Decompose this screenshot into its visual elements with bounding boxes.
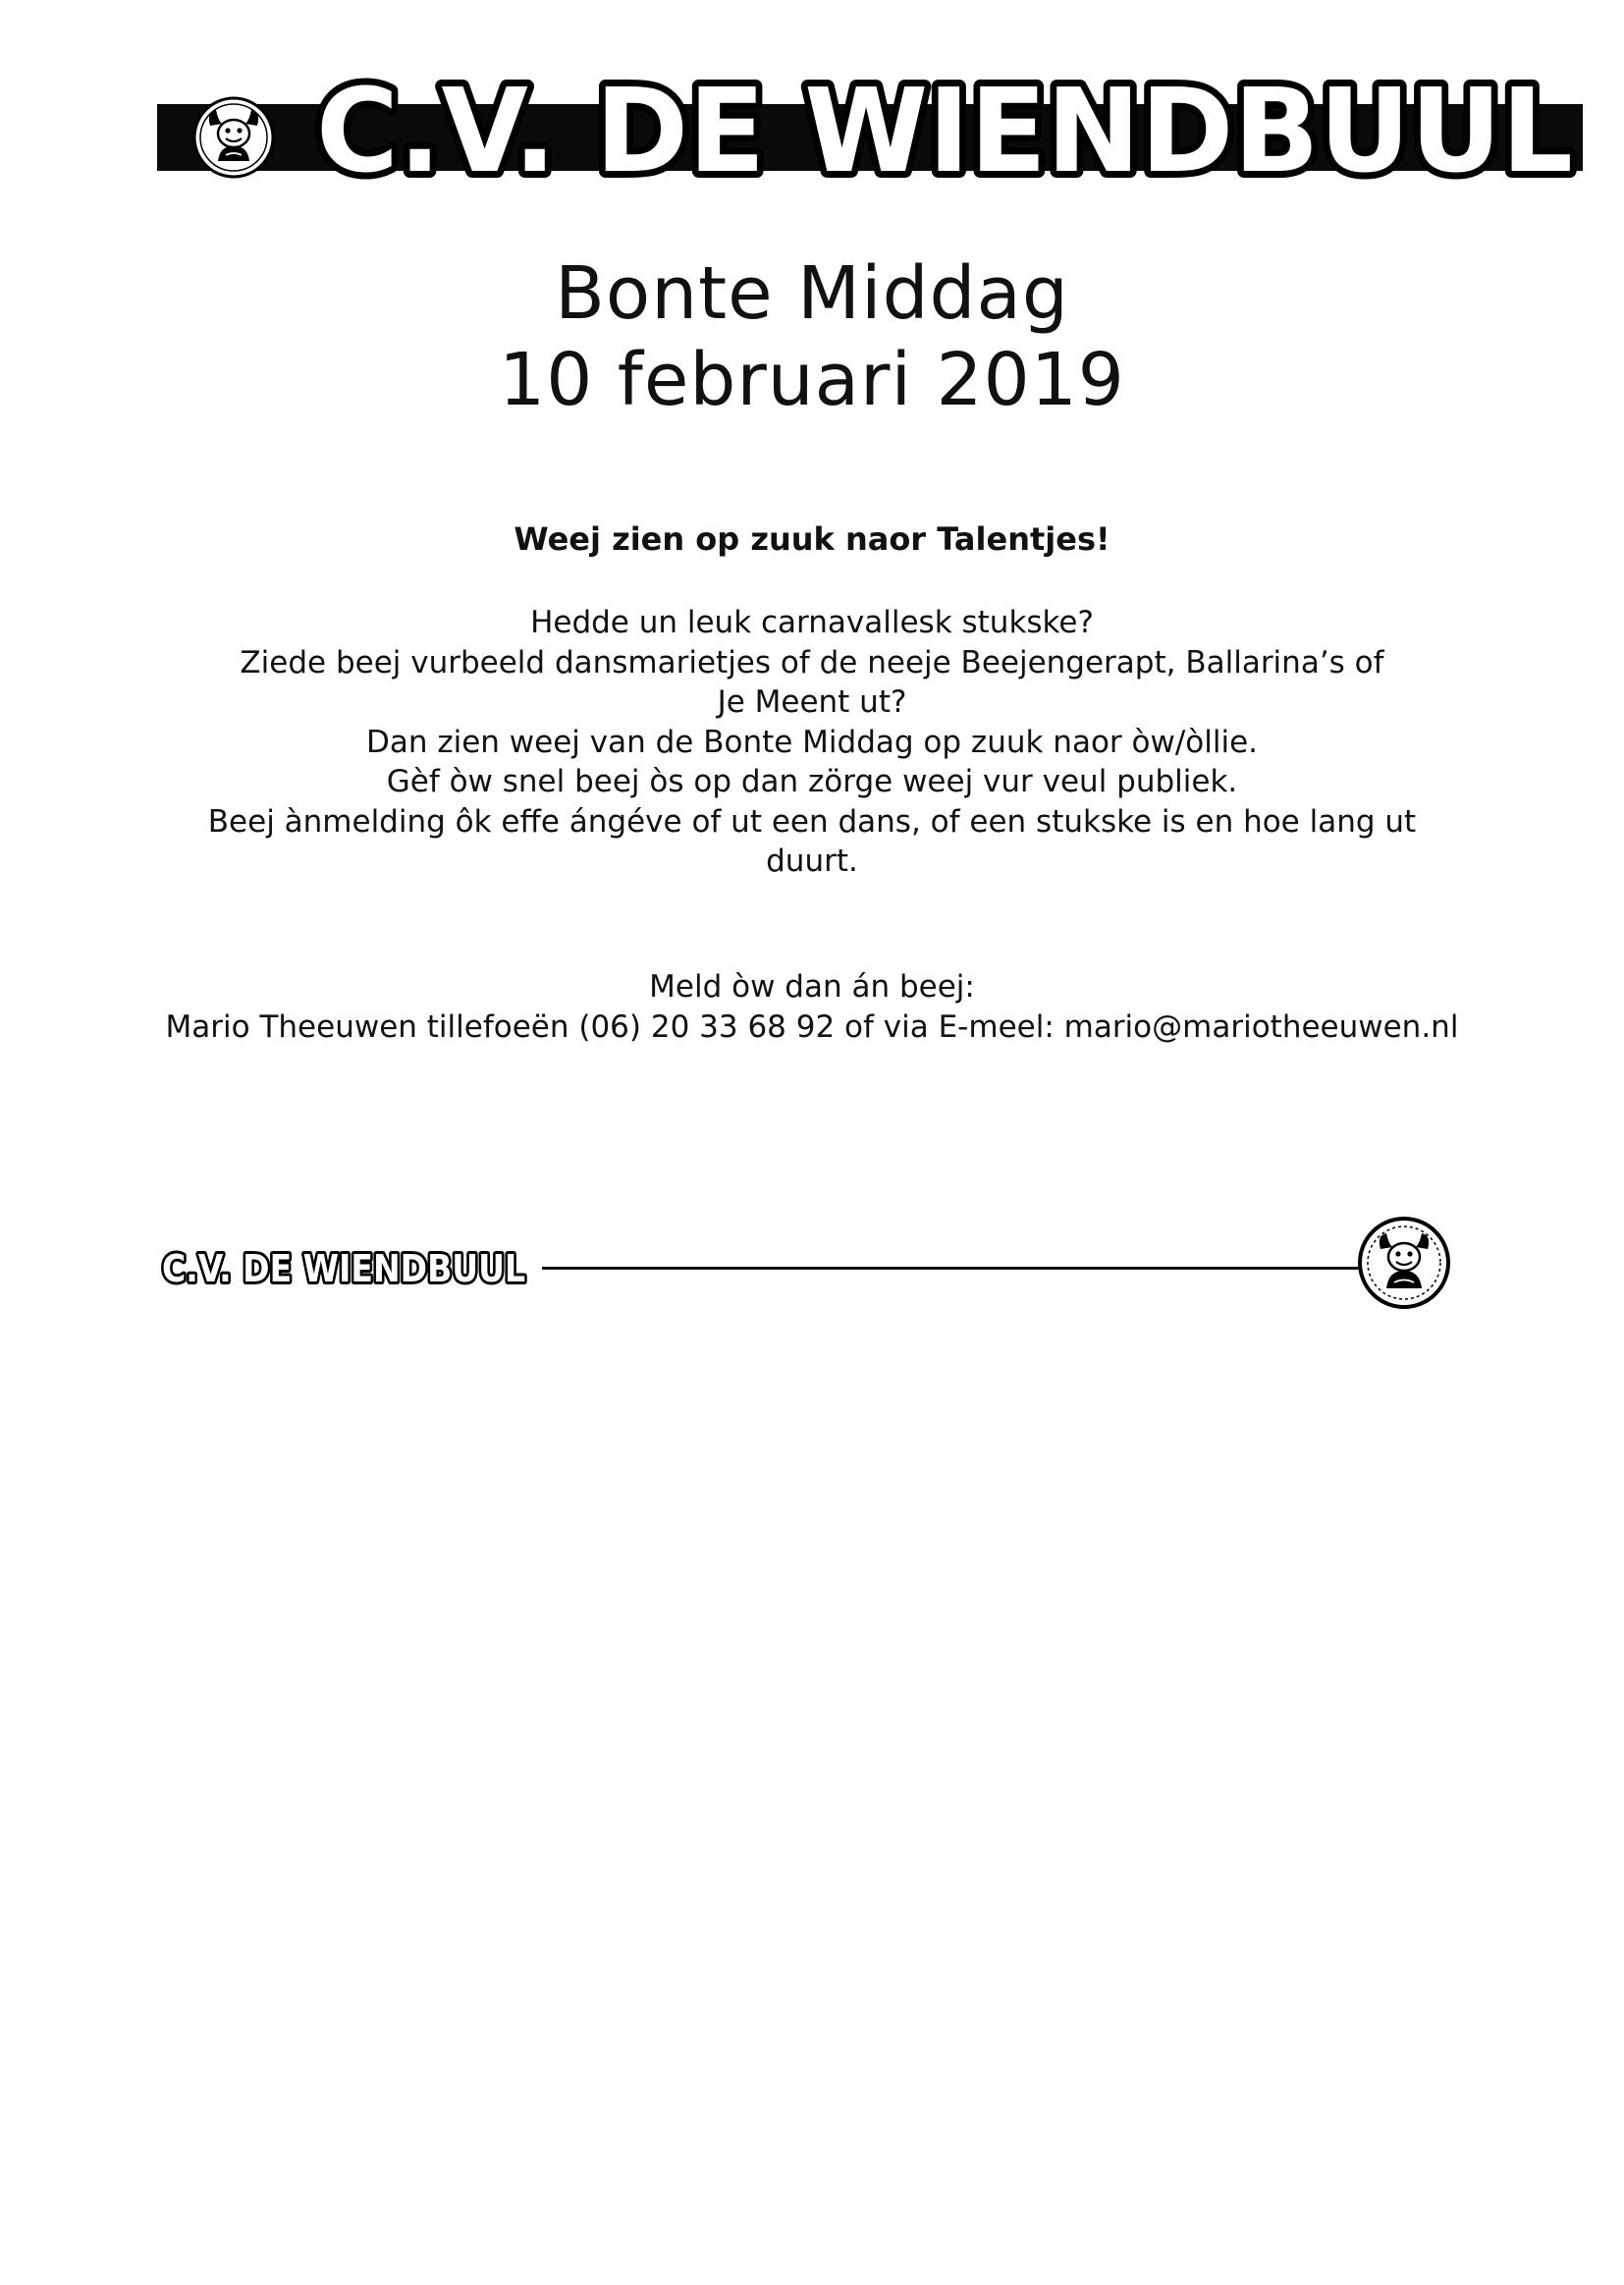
text-line: Je Meent ut? <box>717 684 907 720</box>
call-for-talent-heading: Weej zien op zuuk naor Talentjes! <box>514 520 1110 558</box>
mascot-seal-icon <box>1357 1216 1451 1310</box>
invitation-paragraph <box>0 603 1624 882</box>
page-title: Bonte Middag <box>555 251 1069 336</box>
text-line: Dan zien weej van de Bonte Middag op zuuk naor òw/òllie. <box>365 724 1259 760</box>
mascot-seal-icon <box>192 96 275 179</box>
footer-logo-text <box>157 1247 530 1288</box>
event-date: 10 februari 2019 <box>499 338 1125 422</box>
header-banner <box>157 63 1591 198</box>
header-logo-label: C.V. DE WIENDBUUL <box>316 63 1573 198</box>
footer-logo-label: C.V. DE WIENDBUUL <box>162 1247 525 1290</box>
text-line: Gèf òw snel beej òs op dan zörge weej vur veul publiek. <box>386 764 1238 799</box>
footer <box>157 1216 1453 1314</box>
text-line: Hedde un leuk carnavallesk stukske? <box>530 605 1094 640</box>
header-logo-text <box>304 63 1586 198</box>
contact-paragraph <box>0 967 1624 1047</box>
footer-divider <box>542 1267 1367 1270</box>
contact-intro: Meld òw dan án beej: <box>649 969 975 1005</box>
contact-details: Mario Theeuwen tillefoeën (06) 20 33 68 92 of via E-meel: mario@mariotheeuwen.nl <box>165 1008 1459 1045</box>
text-line: Beej ànmelding ôk effe ángéve of ut een dans, of een stukske is en hoe lang ut <box>207 803 1417 840</box>
text-line: duurt. <box>766 843 858 879</box>
text-line: Ziede beej vurbeeld dansmarietjes of de neeje Beejengerapt, Ballarina’s of <box>240 644 1384 680</box>
